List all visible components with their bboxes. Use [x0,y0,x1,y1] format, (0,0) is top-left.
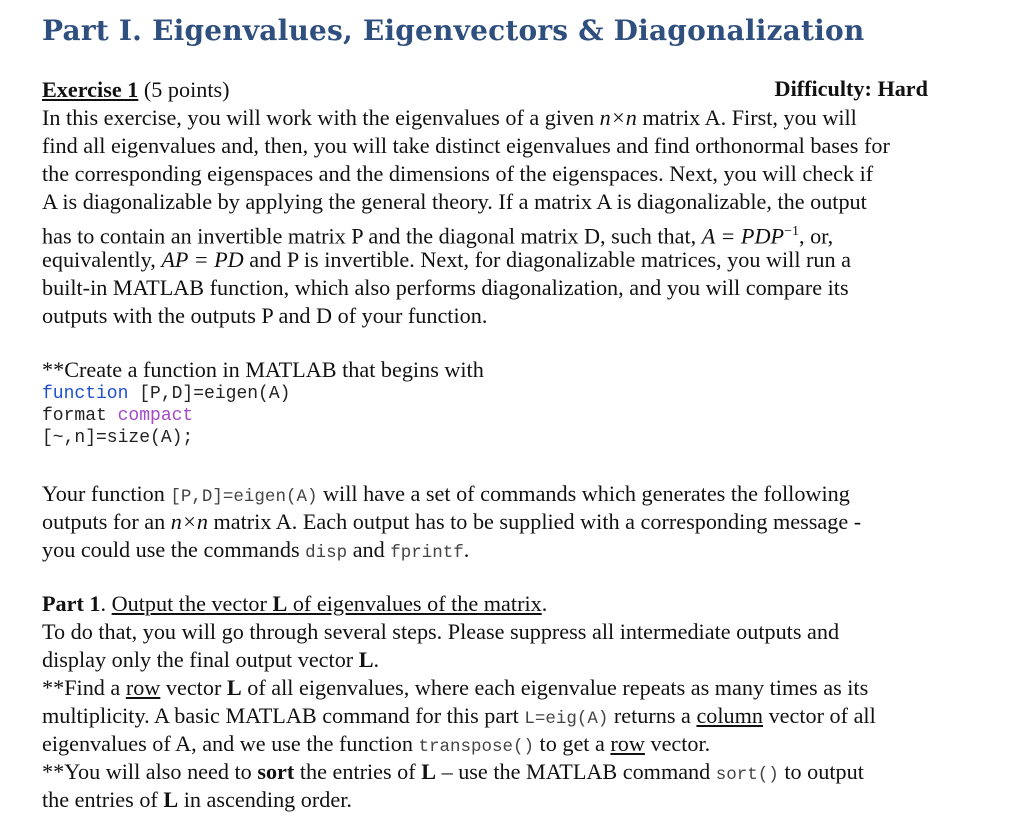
part1-line-6: eigenvalues of A, and we use the function transpose() to get a row vector. [42,731,711,757]
code-line-2: format compact [42,406,194,426]
yourfn-line-2: outputs for an n×n matrix A. Each output has to be supplied with a corresponding message - [42,509,862,534]
intro-line-4: A is diagonalizable by applying the general theory. If a matrix A is diagonalizable, the output [42,189,867,214]
exercise-label: Exercise 1 [42,77,139,102]
intro-line-2: find all eigenvalues and, then, you will take distinct eigenvalues and find orthonormal bases for [42,133,890,158]
yourfn-line-1: Your function [P,D]=eigen(A) will have a set of commands which generates the following [42,481,850,507]
intro-line-1: In this exercise, you will work with the eigenvalues of a given n×n matrix A. First, you will [42,105,857,130]
part1-line-8: the entries of L in ascending order. [42,787,352,812]
part1-line-4: **Find a row vector L of all eigenvalues, where each eigenvalue repeats as many times as its [42,675,869,700]
part1-title: Part 1. Output the vector L of eigenvalues of the matrix. [42,591,548,616]
intro-line-6: equivalently, AP = PD and P is invertible. Next, for diagonalizable matrices, you will run a [42,247,852,272]
exercise-points: (5 points) [143,77,230,102]
create-function-line: **Create a function in MATLAB that begins with [42,357,484,382]
difficulty-label: Difficulty: Hard [774,76,928,101]
exercise-header [42,76,230,104]
intro-line-7: built-in MATLAB function, which also performs diagonalization, and you will compare its [42,275,849,300]
part1-line-3: display only the final output vector L. [42,647,380,672]
part1-line-2: To do that, you will go through several steps. Please suppress all intermediate outputs and [42,619,840,644]
part1-line-7: **You will also need to sort the entries of L – use the MATLAB command sort() to output [42,759,864,785]
math-nxn: n×n [599,105,637,130]
code-line-1: function [P,D]=eigen(A) [42,384,291,404]
code-line-3: [~,n]=size(A); [42,428,194,448]
part1-label: Part 1 [42,591,101,616]
part1-line-5: multiplicity. A basic MATLAB command for this part L=eig(A) returns a column vector of all [42,703,876,729]
yourfn-line-3: you could use the commands disp and fprintf. [42,537,470,563]
math-ap-pd: AP = PD [161,247,244,272]
math-apdp: A = PDP [701,223,785,249]
page-title: Part I. Eigenvalues, Eigenvectors & Diagonalization [42,14,865,47]
intro-line-8: outputs with the outputs P and D of your function. [42,303,488,328]
intro-line-5: has to contain an invertible matrix P and the diagonal matrix D, such that, $A = PDP^{-1}$, or, [42,223,834,249]
intro-line-3: the corresponding eigenspaces and the dimensions of the eigenspaces. Next, you will check if [42,161,874,186]
